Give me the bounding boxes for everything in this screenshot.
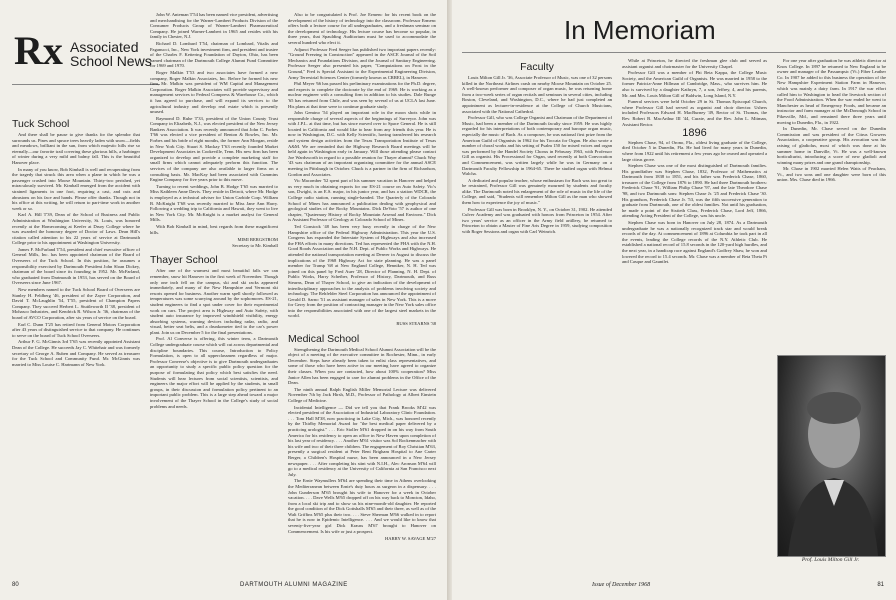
paragraph: Stephen Chase, 94, of Orono, Fla., oldest living graduate of the College, died October 5 in Dunedin, Fla. He had lived for many years in Dunedin, where from 1922 until his retirement a few years ago he owned and operated a large citrus grove.: [622, 139, 767, 162]
banner-rule: [12, 84, 160, 85]
medical-text: [288, 347, 436, 535]
paragraph: In Dunedin, Mr. Chase served on the Dunedin Commission and was president of the Citrus Growers Association, a cooperative group. His avocation was the raising of gladiolus, most of which was done at his summer home in Danville, Vt. He was a well-known horticulturist, introducing a score of new gladioli and winning many prizes and one grand championship.: [777, 126, 886, 165]
paragraph: Adjunct Professor Fred Seeger has published two important papers recently: "Ground Freezing in Construction" appeared in the ASCE Journal of the Soil Mechanics and Foundations Division, and the Journal of Sanitary Engineering. Professor Seeger also presented his paper, "Computations on Frost in the Ground," Fred is Special Assistant to the Experimental Engineering Division, Army Terrestrial Sciences Center (formerly known as CRREL), in Hanover.: [288, 46, 436, 80]
paragraph: After one of the warmest and most beautiful falls we can remember, snow hit Hanover in the first week of November. Though only one inch fell on the campus, ski and ski racks appeared immediately, and many of the New Hampshire and Vermont ski resorts opened for business. Another warm spell shortly followed as temperatures was some scurrying around by the sophomores. ES-21, student engineers to find a spot under cover for their experimental work on cars. The project area is Highway and Auto Safety, with student auto insurance by improved windshield visibility, energy absorbing systems, warning devices including radar, radio, and visual, better seat belts, and a drunkometer tied to the car's power plant. Join us on December 5 for the final presentations.: [150, 268, 278, 335]
paragraph: Also to be congratulated is Prof. Joe Ermenc for his recent book on the development of the history of technology into the classroom. Professor Ermenc offers both a lecture course for all undergraduates, and a freshman seminar on the development of technology. His lecture course has become so popular, in three years, that Spaulding Auditorium must be used to accommodate the several hundred who elect it.: [288, 12, 436, 45]
paragraph: Prof. Al Converse is offering, this winter term, a Dartmouth College undergraduate course which will cut across departmental and discipline boundaries. This course, Introduction to Policy Formulation, is open to all upperclassmen regardless of major. Professor Converse's objective is to give Dartmouth undergraduates an opportunity to study a specific public policy question for the purpose of formulating that policy which best satisfies the need. Students will hear lectures from social scientists, scientists, and engineers the major effort will be applied by the students, in small groups, in their discussion and formulation policy pertinent to an important public problem. This is a large step ahead toward a major involvement of the Thayer School in the College's study of social problems and needs.: [150, 336, 278, 409]
paragraph: While at Princeton, he directed the freshman glee club and served as assistant organist and choirmaster for the University Chapel.: [622, 58, 767, 69]
medical-heading: Medical School: [288, 332, 360, 345]
paragraph: The ninth annual Ralph English Miller Memorial Lecture was delivered November 7th by Jack Hirsh, M.D., Professor of Pathology at Albert Einstein College of Medicine.: [288, 386, 436, 403]
paragraph: Professor Gill, who was College Organist and Chairman of the Department of Music, had been a member of the Dartmouth faculty since 1959. He was highly regarded for his interpretations of both contemporary and baroque organ music, especially the music of Bach. As a composer, he was national first prize from the American Guild of Organists in 1962 for his Toccata for Organ. He also wrote a number of choral works and his setting of Psalm 150 for mixed voices and organ was performed by the Handel Society Chorus in February 1963, with Professor Gill as organist. His Processional for Organ, used recently at both Convocation and Commencement, was written largely while he was in Germany on a Dartmouth Faculty Fellowship in 1964-65. There he studied organ with Helmut Walcha.: [462, 115, 612, 177]
memoriam-rule: [462, 52, 886, 53]
thayer-signature: RUSS STEARNS '38: [396, 321, 436, 327]
left-footer-title: DARTMOUTH ALUMNI MAGAZINE: [240, 582, 348, 588]
paragraph: Louis Milton Gill Jr. '36, Associate Professor of Music, was one of 32 persons killed in the Northeast Airlines crash on nearby Moose Mountain on October 25. A well-known performer and composer of organ music, he was returning home from a two-week series of organ recitals and seminars in several cities, including Boston, Cleveland, and Washington, D.C., where he had just completed an appointment as lecturer-in-residence at the College of Church Musicians, associated with the National Cathedral.: [462, 75, 612, 114]
paragraph: John Gemino '54 played an important role in the moon shots while in responsible charge of several aspects of the beginnings of Surveyor. John was with J.P.L. at that time, but has since moved over to Space General. He is still located in California and would like to hear from any friends this year. He is now in Washington, D.C. with Kelly Scientific, having transferred his research and system design activities from the Texas Transportation Institute of Texas A&M. We are reminded that the Highway Research Board meetings will be held again in Washington early in January. Will those attending please contact Joe Wardsworth in regard to a possible reunion for Thayer alumni? Chuck Way '43 was chairman of an important organizing committee for the annual ASCE meeting in Pittsburgh in October. Chuck is a partner in the firm of Richardson, Gordon and Associates.: [288, 110, 436, 177]
paragraph: For one year after graduation he was athletic director at Knox College. In 1897 he returned to New England to be owner and manager of the Passumpsic (Vt.) Fiber Leather Co. In 1907 he added to this business the operation of the New Hampshire Experiment Station Farm in Hanover, which was mainly a dairy farm. In 1917 the war effort called him to Washington to head the livestock section of the Food Administration. When the war ended he went to Manchester as head of Emergency Foods, and became an instructor and farm manager at the McDonough School in Pikesville, Md., and remained there three years until moving to Dunedin, Fla., in 1922.: [777, 58, 886, 125]
banner-title: Associated School News: [70, 39, 152, 69]
right-column-1: [462, 58, 612, 588]
memoriam-title: In Memoriam: [564, 15, 716, 45]
paragraph: Turning to recent weddings, John B. Hodge T'65 was married to Miss Kathleen Anne Davis. They reside in Detroit, where Mr. Hodge is employed as a technical adviser for Union Carbide Corp. William B. McKnight T'68 was recently married to Miss Jane Ann Harry. Following a wedding trip to California and Hawaii, they went to live in New York City. Mr. McKnight is a market analyst for General Mills.: [150, 183, 278, 223]
thayer-heading: Thayer School: [150, 254, 218, 267]
paragraph: Stephen Chase was born in Hanover on July 28, 1874. As a Dartmouth undergraduate he was a nationally recognized track star and would break records of the day. At commencement of 1896 at Columbia he took part in all the events, leading the College records of the N.Y. Athletic Club. He established a national record of 15.8 seconds in the 120-yard high hurdles, and the next year, in a handicap race against England's Godfrey Shaw, he won and lowered the record to 15.4 seconds. Mr. Chase was a member of Beta Theta Pi and Casque and Gauntlet.: [622, 220, 767, 265]
paragraph: The Ernie Waymullers M'64 are spending their time in Athens overlooking the Mediterranean between Ernie's duty hours as surgeon in a dispensary. . . . John Gunderson M'65 brought his wife to Hanover for a week in October vacation. . . . Dave Wells M'65 dropped off on his way back to Moncton, Idaho, from a local ski trip and to show us his nine-month-old daughter. He reported the good condition of the Dick Gottshalls M'65 and their three, as well as of the Walt Griffins M'65 plus their two. . . . Steve Sherman M'66 walked in to report that he is now in Epidemic Intelligence. . . . And we would like to know that seventy-five-year girl Dick Krauss M'67 brought to Hanover on Commencement. Is his wife or just a prospect.: [288, 478, 436, 534]
paragraph: Earl C. Dunn T'25 has retired from General Motors Corporation after 43 years of distinguished service to that company. He continues to serve on the board of Tuck School Overseers.: [12, 321, 140, 338]
paragraph: Stephen Chase was one of the most distinguished of Dartmouth families. His grandfather was Stephen Chase, 1832, Professor of Mathematics at Dartmouth from 1838 to 1851, and his father was Frederick Chase, 1860, treasurer of the College from 1876 to 1890. He had three Dartmouth brothers: Frederick Chase '91, William Philip Chase '97, and the late Theodore Chase '98, and two Dartmouth sons: Stephen Chase Jr. '25 and Frederick Chase '30. His grandson, Frederick Chase Jr. '53, was the fifth successive generation to graduate from Dartmouth, one of the oldest families. Not until his graduation, he made a point of the Sixtieth Class, Frederick Chase, Lord Jeff, 1866, attending Acting President of the College, was his uncle.: [622, 163, 767, 219]
paragraph: New members named to the Tuck School Board of Overseers are Stanley H. Feldberg '46, president of the Zayre Corporation, and David T. McLaughlin '54, T'55, president of Champion Papers Company. They succeed Herbert L. Stuttleworth II '38, president of Mohasco Industries, and Kendrick R. Wilson Jr. '36, chairman of the board of AVCO Corporation, after six years of service on the board.: [12, 287, 140, 320]
right-column-3: [777, 58, 886, 348]
tuck-signature: MIMI BERGSTROM Secretary to Mr. Kimball: [232, 237, 278, 248]
tuck-heading: Tuck School: [12, 118, 70, 130]
rx-logo-text: Rx: [14, 28, 63, 70]
tuck-text: [12, 132, 140, 367]
year-text-cont: [777, 58, 886, 183]
right-page-number: 81: [877, 582, 884, 588]
paragraph: Karl A. Hill T'39, Dean of the School of Business and Public Administration at Washington University, St. Louis, was honored recently at the Homecoming at Keefer at Drury College where he was awarded the honorary degree of Doctor of Laws. Dean Hill's citation called attention to his 22 years of service at Dartmouth College prior to his appointment at Washington University.: [12, 212, 140, 246]
tuck-text-cont: [150, 12, 278, 235]
portrait-silhouette: [778, 356, 885, 556]
paragraph: Professor Gill was born in Brooklyn, N. Y., on October 31, 1902. He attended Culver Academy and was graduated with honors from Princeton in 1954. After two years' service as an officer in the Army field artillery, he returned to Princeton to obtain a Master of Fine Arts Degree in 1959, studying composition with Roger Sessions and organ with Carl Weinrich.: [462, 206, 612, 235]
paragraph: Roger Malkin T'53 and two associates have formed a new company, Roger Malkin Associates, Inc. Before he formed his new firm, Mr. Malkin was president of WM Capital and Management Corporation. Roger Malkin Associates will provide supervisory and management services to Federal Compress & Warehouse Co., which it has agreed to purchase, and will expand its services to the agricultural industry and develop real estate which is presently unused.: [150, 69, 278, 115]
paragraph: With Bob Kimball in mind, best regards from these magnificent hills.: [150, 223, 278, 235]
right-column-2: [622, 58, 767, 588]
paragraph: Arthur F. G. McGinnis 3rd T'65 was recently appointed Assistant Dean of the College. He succeeds Jay C. Whitehair and was formerly secretary of George A. Ruben and Company. He served as treasurer for the Tuck School and Community Fund. Mr. McGinnis was married to Miss Louise C. Hartmann of New York.: [12, 339, 140, 367]
paragraph: Professor Gill was a member of Phi Beta Kappa, the College Music Society, and the American Guild of Organists. He was married in 1958 to the former Patricia-Anne Hillman of Cambridge, Mass., who survives him. He also is survived by a daughter Kathryn, 7, a son, Jeffrey, 4, and his parents, Mr. and Mrs. Louis Milton Gill of Baldwin, Long Island, N.Y.: [622, 70, 767, 98]
thayer-text: [150, 268, 278, 409]
faculty-text: [462, 75, 612, 235]
paragraph: Mr. Chase in 1902 married Helen Watts of Peacham, Vt., and two sons and one daughter were born of this union. Mrs. Chase died in 1966.: [777, 166, 886, 183]
thayer-text-cont: [288, 12, 436, 319]
column-3: [288, 12, 436, 587]
year-text: [622, 140, 767, 265]
paragraph: Incidental Intelligence — Did we tell you that Frank Brooks M'42 was elected president of the Association of Industrial Laboratory Clinic Foundation. . . . Tom Hall M'38, now practicing in Lake City, Mich., was honored recently by the Thirlby Memorial Award for "the best medical paper delivered by a practicing urologist." . . . Eric Stoller M'61 dropped in on his way from South America for his residency to open an office in New Haven upon completion of his last year of residency. . . . Another M'61 visitor was Sol Rockenmacher with his wife and two of their three children. The engagement of Roy Christian M'63, presently a surgical resident at Peter Bent Brigham Hospital to Ane Carter Berger, a Children's Hospital nurse, has been announced in a New Jersey newspaper. . . . After completing his stint with N.I.H., Alec Aronson M'64 will go to a medical residency at the University of California at San Francisco next July.: [288, 404, 436, 477]
portrait-photo: [777, 355, 886, 557]
paragraph: And there shall be pause to give thanks for the splendor that surrounds us. Pines and spruce trees heavily laden with snow—fields and meadows, brilliant in the sun, from which majestic hills rise so eternally—our favorite trail covering these glorious hills, a harbinger of winter during a very mild and balmy fall. This is the beautiful Hanover place.: [12, 132, 140, 165]
faculty-heading: Faculty: [520, 61, 554, 73]
paragraph: In many of you know, Bob Kimball is well and recuperating from the tragedy that struck this area when a plane in which he was a passenger crashed into Moose Mountain. Thirty-two perished, yet miraculously survived. Mr. Kimball emerged from the accident with strained ligaments in one foot, requiring a cast, and cuts and abrasions on his face and hands. Please offer thanks. Though not in his office at this writing, he will return to part-time work in another week or so.: [12, 166, 140, 211]
paragraph: James F. McFarland T'54, president and chief executive officer of General Mills, Inc. has been appointed chairman of the Board of Overseers of the Tuck School. In this position, he assumes a responsibility exercised by Dartmouth President John Sloan Dickey, chairman of the board since its founding in 1952. Mr. McFarland, who graduated from Dartmouth in 1953, has served on the Board of Overseers since June 1967.: [12, 246, 140, 286]
right-page: [452, 0, 896, 600]
paragraph: Raymond D. Ruhe T'33, president of the Union County Trust Company in Elizabeth, N.J., was elected president of the New Jersey Bankers Association. It was recently announced that John C. Forbes T'66 was elected a vice president of Benton & Bowles, Inc. Mr. Forbes and his bride of eight months, the former Ann Morgan, reside in New York City. Stuart S. Mackay T'63 recently founded Market Development Associates in Cookeville, Tenn. His new firm has been organized to develop and provide a complete marketing staff for small firms which cannot adequately perform this function. The services of the company are also available to larger firms on a consulting basis. Mr. MacKay had been associated with Cummins Engine Company for five years prior to this move.: [150, 115, 278, 183]
column-2: [150, 12, 278, 587]
rx-logo: [12, 28, 66, 70]
paragraph: Richard D. Lombard T'54, chairman of Lombard, Vitalis and Paganucci, Inc., New York investment firm, and president and trustee of the Charles F. Kettering Foundation of Dayton, Ohio, has been named chairman of the Dartmouth College Alumni Fund Committee for 1969 and 1970.: [150, 40, 278, 69]
paragraph: Strengthening the Dartmouth Medical School Alumni Association will be the object of a meeting of the executive committee in Rochester, Minn., in early December. Steps have already been taken to enlist class representatives, and some of those who have been active in our meeting have agreed to organize their classes. When you are contacted, how about 100% cooperation? Miss Janice Allen has been engaged to care for alumni problems in the Office of the Dean.: [288, 346, 436, 386]
right-footer-issue: Issue of December 1968: [592, 582, 651, 588]
medical-signature: HARRY W. SAVAGE M'27: [384, 536, 436, 542]
paragraph: Ted Constock '48 has been very busy recently in charge of the New Hampshire office of the Federal Highway Administration. This year the U.S. Congress has expanded the Interstate System of Highways and also increased the FHA efforts in many directions. Ted has represented the FHA with the N.H. Good Roads Association and the N.H. Dept. of Public Works and Highways. He attended the national transportation meeting at Denver in August to discuss the implications of the 1968 Highway Act for state planning. He was a panel member for Transp '68 at New England College, Henniker, N. H. Ted was joined on this panel by Fred Auer '28, Director of Planning, N. H. Dept. of Public Works, Harry Scheiber, Professor of History, Dartmouth, and Russ Stearns, Dean of Thayer School, to give an indication of the development of interdisciplinary approaches to the analysis of problems involving society and technology. The Rehfelder Steel Corporation has announced the appointment of Gerald D. Sarno '51 as assistant manager of sales in New York. This is a move for Gerry from the position of contracting manager in the New York sales office into the responsibilities associated with one of the largest steel markets in the world.: [288, 223, 436, 319]
photo-caption: Prof. Louis Milton Gill Jr.: [801, 557, 860, 563]
paragraph: John W. Anteman T'54 has been named vice president, advertising and merchandising for the Warner-Lambert Products Division of the Consumer Products Group of Warner-Lambert Pharmaceutical Company. He joined Warner-Lambert in 1965 and resides with his family in Chester, N.J.: [150, 12, 278, 40]
paragraph: Phil Meyer '66 has passed his preliminary examinations for the Ph.D. degree, and expects to complete the doctorate by the end of 1969. He is working as a nuclear engineer with a consulting firm in addition to his studies. Dale Runge '65 has returned from Chile, and was seen by several of us at UCLA last June. His plans at that time were to continue graduate study.: [288, 81, 436, 109]
faculty-text-cont: [622, 58, 767, 127]
paragraph: A dedicated and popular teacher, whose enthusiasm for Bach was too great to be restrained, Professor Gill was genuinely mourned by students and faculty alike. The Dartmouth noted his enlargement of the role of music in the life of the College, and said, "Students will remember Milton Gill as the man who showed them how to experience the joy of music.": [462, 177, 612, 206]
year-heading: 1896: [682, 127, 707, 140]
column-1: [12, 115, 140, 587]
paragraph: Funeral services were held October 29 in St. Thomas Episcopal Church, where Professor Gill had served as organist and choir director. Ushers included Professors Edward H. MacBurney '49, Rector of St. Thomas, the Rev. Robert B. MacArthur III '44, Curate, and the Rev. John L. Mitman, Assistant Rector.: [622, 99, 767, 127]
paragraph: Vic Macomber '52 spent part of his summer vacation in Hanover and helped us very much in obtaining exports for our ES-21 course on Auto Safety. Vic's son, Dwight, is an E.S. major, in his junior year, and has a station WDCR, the College radio station, running single-handed. The Quarterly of the Colorado School of Mines has announced a publication dealing with geophysical and geological studies of the Rocky Mountains. Dick DeVoto '57 is author of one chapter, "Quaternary History of Rocky Mountain Arsenal and Environs." Dick is Assistant Professor of Geology at Colorado School of Mines.: [288, 178, 436, 223]
left-page-number: 80: [12, 582, 19, 588]
